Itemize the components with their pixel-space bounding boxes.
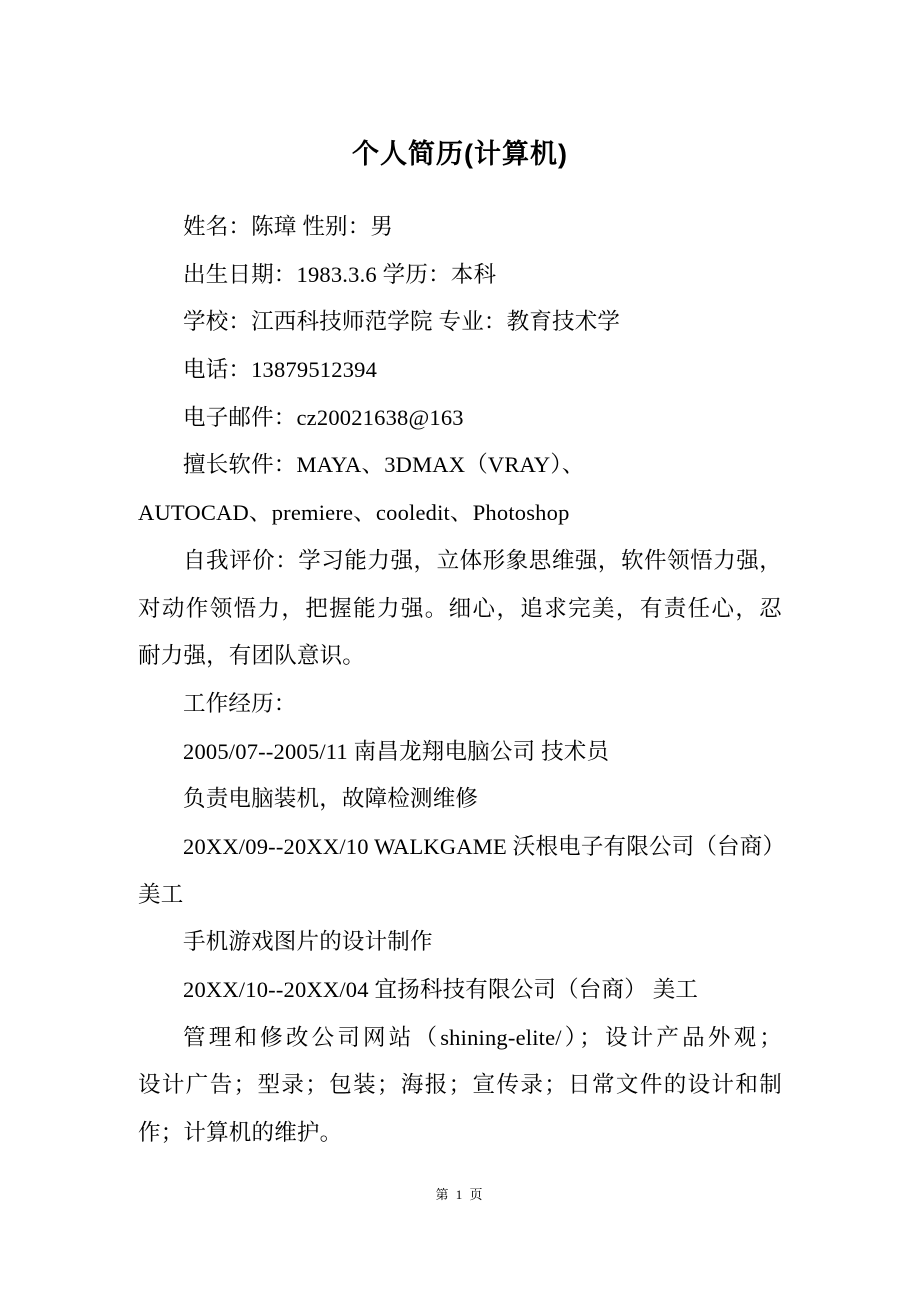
line-self-eval-3: 耐力强，有团队意识。 — [138, 643, 366, 669]
line-name-gender: 姓名：陈璋 性别：男 — [183, 214, 394, 239]
line-job-3: 20XX/10--20XX/04 宜扬科技有限公司（台商） 美工 — [183, 977, 699, 1002]
line-self-eval-2: 对动作领悟力，把握能力强。细心，追求完美，有责任心，忍 — [138, 595, 782, 621]
document-title: 个人简历(计算机) — [352, 139, 568, 169]
line-job-1: 2005/07--2005/11 南昌龙翔电脑公司 技术员 — [183, 738, 610, 764]
line-job-3-duties-3: 作；计算机的维护。 — [138, 1120, 343, 1146]
line-job-3-duties-2: 设计广告；型录；包装；海报；宣传录；日常文件的设计和制 — [138, 1072, 782, 1098]
line-self-eval-1: 自我评价：学习能力强，立体形象思维强，软件领悟力强， — [183, 547, 782, 573]
line-email: 电子邮件：cz20021638@163 — [183, 404, 464, 430]
line-work-history-header: 工作经历： — [183, 690, 297, 716]
page-number: 第 1 页 — [435, 1187, 485, 1202]
document-body — [0, 203, 920, 1157]
line-school-major: 学校：江西科技师范学院 专业：教育技术学 — [183, 309, 621, 335]
line-software-2: AUTOCAD、premiere、cooledit、Photoshop — [138, 500, 570, 526]
line-job-2-title: 美工 — [138, 881, 184, 907]
line-job-2-duties: 手机游戏图片的设计制作 — [183, 929, 433, 955]
line-job-3-duties-1: 管理和修改公司网站（shining-elite/）；设计产品外观； — [183, 1024, 782, 1050]
line-job-2: 20XX/09--20XX/10 WALKGAME 沃根电子有限公司（台商） — [183, 833, 786, 859]
line-job-1-duties: 负责电脑装机，故障检测维修 — [183, 786, 479, 812]
line-birthdate-degree: 出生日期：1983.3.6 学历：本科 — [183, 261, 497, 287]
line-software-1: 擅长软件：MAYA、3DMAX（VRAY）、 — [183, 452, 585, 478]
line-phone: 电话：13879512394 — [183, 357, 378, 383]
